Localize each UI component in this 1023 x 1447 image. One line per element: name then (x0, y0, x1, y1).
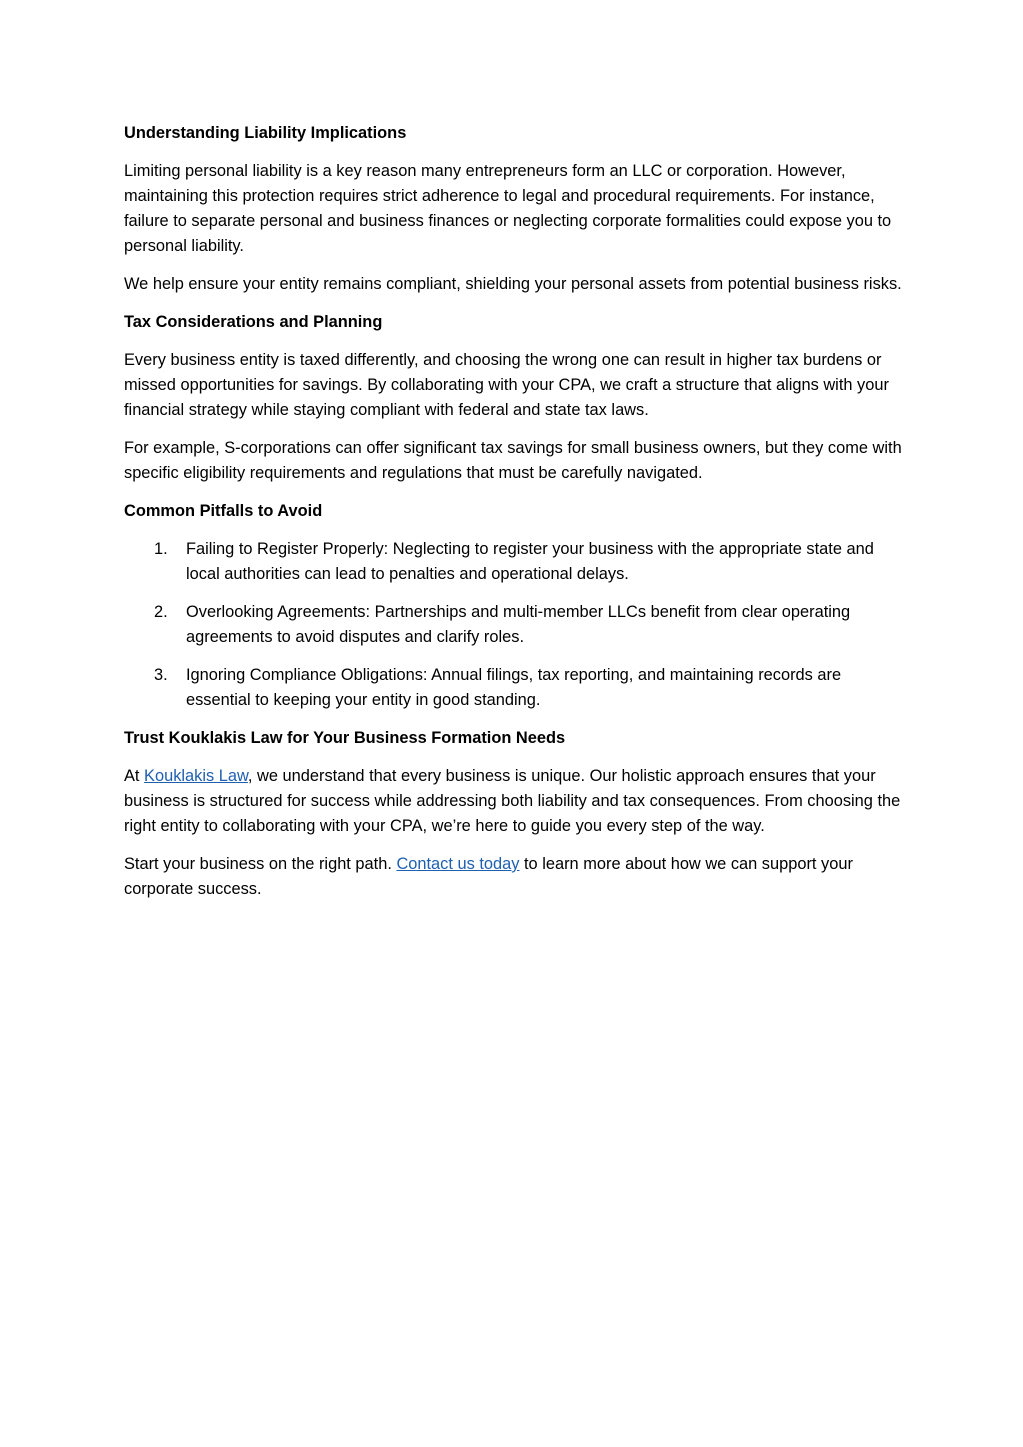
kouklakis-law-link[interactable]: Kouklakis Law (144, 767, 248, 785)
paragraph-trust-2 (124, 852, 904, 902)
section-heading-trust: Trust Kouklakis Law for Your Business Formation Needs (124, 729, 566, 747)
list-item-number: 2. (154, 603, 168, 621)
list-item (124, 600, 904, 650)
paragraph-tax-2: For example, S-corporations can offer significant tax savings for small business owners, but they come with specific eligibility requirements and regulations that must be carefully navigated. (124, 439, 902, 482)
paragraph-liability-2: We help ensure your entity remains compliant, shielding your personal assets from potential business risks. (124, 275, 902, 293)
paragraph-trust-2-suffix: to learn more about how we can support your corporate success. (124, 855, 853, 898)
contact-us-link[interactable]: Contact us today (396, 855, 520, 873)
paragraph-trust-1-prefix: At (124, 767, 145, 785)
list-item-number: 1. (154, 540, 168, 558)
list-item-text: Overlooking Agreements: Partnerships and multi-member LLCs benefit from clear operating agreements to avoid disputes and clarify roles. (186, 603, 851, 646)
list-item-text: Failing to Register Properly: Neglecting to register your business with the appropriate state and local authorities can lead to penalties and operational delays. (186, 540, 874, 583)
paragraph-trust-1 (124, 764, 904, 839)
section-heading-tax: Tax Considerations and Planning (124, 313, 383, 331)
pitfalls-list (124, 537, 904, 713)
section-heading-liability: Understanding Liability Implications (124, 124, 407, 142)
paragraph-trust-1-suffix: , we understand that every business is unique. Our holistic approach ensures that your business is structured for success while addressing both liability and tax consequences. From choosing the right entity to collaborating with your CPA, we’re here to guide you every step of the way. (124, 767, 901, 835)
section-heading-pitfalls: Common Pitfalls to Avoid (124, 502, 323, 520)
paragraph-tax-1: Every business entity is taxed differently, and choosing the wrong one can result in higher tax burdens or missed opportunities for savings. By collaborating with your CPA, we craft a structure that aligns with your financial strategy while staying compliant with federal and state tax laws. (124, 351, 889, 419)
list-item-text: Ignoring Compliance Obligations: Annual filings, tax reporting, and maintaining records are essential to keeping your entity in good standing. (186, 666, 842, 709)
document-page (124, 121, 904, 915)
list-item (124, 663, 904, 713)
paragraph-liability-1: Limiting personal liability is a key reason many entrepreneurs form an LLC or corporation. However, maintaining this protection requires strict adherence to legal and procedural requirements. For instance, failure to separate personal and business finances or neglecting corporate formalities could expose you to personal liability. (124, 162, 892, 255)
list-item (124, 537, 904, 587)
list-item-number: 3. (154, 666, 168, 684)
paragraph-trust-2-prefix: Start your business on the right path. (124, 855, 397, 873)
